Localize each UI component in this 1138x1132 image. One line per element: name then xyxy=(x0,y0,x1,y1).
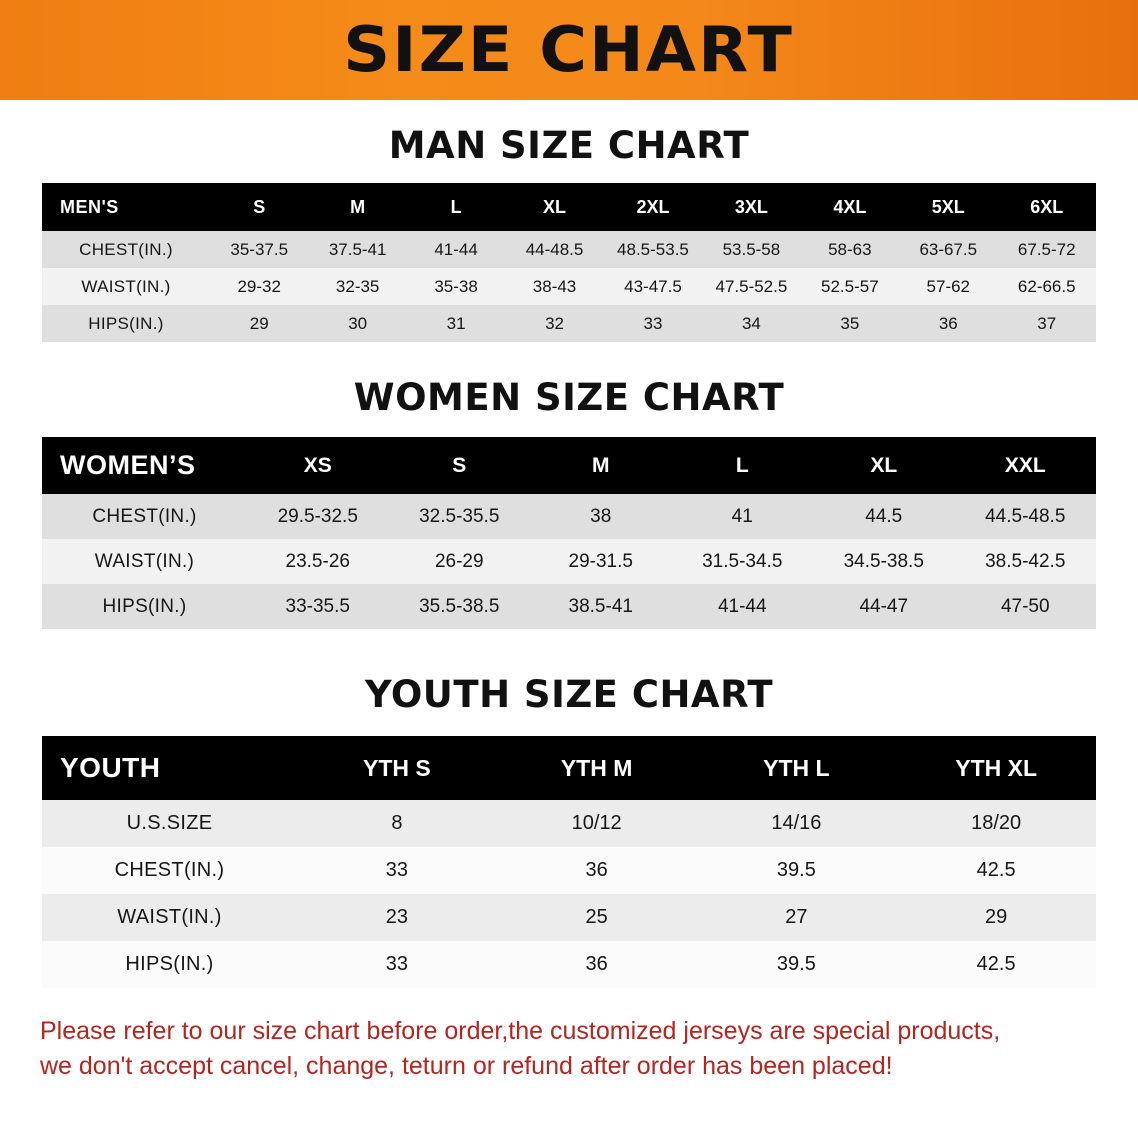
man-cell: 63-67.5 xyxy=(919,239,978,259)
youth-size-table xyxy=(42,736,1096,988)
youth-cell: 14/16 xyxy=(771,812,822,834)
women-table-body xyxy=(42,494,1096,629)
man-cell: 58-63 xyxy=(828,239,872,259)
man-cell: 43-47.5 xyxy=(624,276,682,296)
youth-header-row xyxy=(42,736,1096,800)
women-table-wrap xyxy=(42,437,1096,629)
women-row-label: WAIST(IN.) xyxy=(94,550,195,572)
policy-note-line-1: Please refer to our size chart before order,the customized jerseys are special products, xyxy=(40,1017,1001,1045)
man-cell: 35 xyxy=(840,313,860,333)
table-row xyxy=(42,231,1096,268)
women-col-header: M xyxy=(592,453,610,477)
youth-cell: 33 xyxy=(385,953,408,975)
youth-cell: 8 xyxy=(391,812,403,834)
women-cell: 38 xyxy=(590,505,612,527)
man-col-header: L xyxy=(450,196,462,217)
youth-cell: 25 xyxy=(585,906,608,928)
youth-col-header: YTH M xyxy=(560,754,633,781)
women-cell: 44-47 xyxy=(859,595,909,617)
table-row xyxy=(42,305,1096,342)
man-cell: 53.5-58 xyxy=(722,239,781,259)
man-cell: 33 xyxy=(643,313,663,333)
man-cell: 34 xyxy=(741,313,761,333)
youth-row-label: U.S.SIZE xyxy=(126,812,213,834)
youth-cell: 33 xyxy=(385,859,408,881)
man-corner-label: MEN'S xyxy=(60,196,119,217)
women-col-header: S xyxy=(452,453,467,477)
women-cell: 41-44 xyxy=(717,595,767,617)
man-section-heading: MAN SIZE CHART xyxy=(388,124,750,167)
man-cell: 47.5-52.5 xyxy=(715,276,788,296)
man-cell: 57-62 xyxy=(926,276,971,296)
youth-col-header: YTH XL xyxy=(955,754,1038,781)
man-col-header: 4XL xyxy=(833,196,867,217)
man-cell: 32 xyxy=(545,313,564,333)
table-row xyxy=(42,847,1096,894)
youth-corner-label: YOUTH xyxy=(60,752,161,783)
youth-cell: 29 xyxy=(985,906,1008,928)
women-row-label: HIPS(IN.) xyxy=(102,595,187,617)
women-col-header: XL xyxy=(870,453,898,477)
table-row xyxy=(42,800,1096,847)
women-cell: 41 xyxy=(731,505,753,527)
banner-title: SIZE CHART xyxy=(343,13,795,86)
man-cell: 37 xyxy=(1037,313,1057,333)
banner xyxy=(0,0,1138,100)
youth-cell: 18/20 xyxy=(971,812,1022,834)
women-cell: 35.5-38.5 xyxy=(419,595,500,617)
youth-cell: 39.5 xyxy=(776,953,816,975)
man-col-header: 3XL xyxy=(734,196,768,217)
man-cell: 48.5-53.5 xyxy=(617,239,689,259)
women-cell: 44.5 xyxy=(865,505,903,527)
man-cell: 31 xyxy=(446,313,466,333)
man-cell: 37.5-41 xyxy=(328,239,387,259)
man-cell: 52.5-57 xyxy=(821,276,879,296)
youth-cell: 36 xyxy=(585,953,608,975)
youth-row-label: WAIST(IN.) xyxy=(117,906,222,928)
man-table-head xyxy=(42,183,1096,231)
man-col-header: 6XL xyxy=(1030,196,1064,217)
man-col-header: 5XL xyxy=(931,196,965,217)
youth-col-header: YTH S xyxy=(363,754,431,781)
man-table-wrap xyxy=(42,183,1096,342)
women-row-label: CHEST(IN.) xyxy=(92,505,197,527)
youth-cell: 36 xyxy=(585,859,608,881)
youth-table-wrap xyxy=(42,736,1096,988)
women-cell: 34.5-38.5 xyxy=(843,550,924,572)
women-cell: 29.5-32.5 xyxy=(277,505,358,527)
policy-note xyxy=(40,1014,1098,1083)
man-col-header: XL xyxy=(543,196,567,217)
women-header-row xyxy=(42,437,1096,494)
women-cell: 33-35.5 xyxy=(285,595,350,617)
youth-table-head xyxy=(42,736,1096,800)
women-col-header: XXL xyxy=(1004,453,1046,477)
youth-col-header: YTH L xyxy=(763,754,830,781)
women-cell: 38.5-42.5 xyxy=(985,550,1066,572)
youth-row-label: CHEST(IN.) xyxy=(114,859,225,881)
man-cell: 44-48.5 xyxy=(525,239,584,259)
man-col-header: 2XL xyxy=(636,196,670,217)
women-cell: 47-50 xyxy=(1000,595,1050,617)
man-row-label: CHEST(IN.) xyxy=(79,239,173,259)
man-col-header: M xyxy=(350,196,366,217)
youth-cell: 27 xyxy=(785,906,808,928)
youth-cell: 39.5 xyxy=(776,859,816,881)
man-cell: 67.5-72 xyxy=(1017,239,1076,259)
man-cell: 62-66.5 xyxy=(1017,276,1076,296)
man-header-row xyxy=(42,183,1096,231)
table-row xyxy=(42,539,1096,584)
man-col-header: S xyxy=(253,196,266,217)
man-cell: 35-38 xyxy=(434,276,478,296)
women-section-heading: WOMEN SIZE CHART xyxy=(353,376,785,419)
policy-note-line-2: we don't accept cancel, change, teturn or refund after order has been placed! xyxy=(40,1051,893,1080)
youth-row-label: HIPS(IN.) xyxy=(125,953,214,975)
youth-cell: 42.5 xyxy=(976,953,1016,975)
man-size-table xyxy=(42,183,1096,342)
man-cell: 29 xyxy=(249,313,269,333)
women-cell: 23.5-26 xyxy=(285,550,350,572)
table-row xyxy=(42,941,1096,988)
man-table-body xyxy=(42,231,1096,342)
women-col-header: L xyxy=(735,453,749,477)
women-col-header: XS xyxy=(303,453,332,477)
youth-table-body xyxy=(42,800,1096,988)
youth-cell: 23 xyxy=(385,906,408,928)
women-cell: 32.5-35.5 xyxy=(419,505,500,527)
man-cell: 35-37.5 xyxy=(230,239,289,259)
man-row-label: HIPS(IN.) xyxy=(88,313,164,333)
man-row-label: WAIST(IN.) xyxy=(81,276,171,296)
women-table-head xyxy=(42,437,1096,494)
women-cell: 31.5-34.5 xyxy=(702,550,783,572)
man-cell: 32-35 xyxy=(335,276,380,296)
women-cell: 38.5-41 xyxy=(568,595,633,617)
man-cell: 30 xyxy=(348,313,368,333)
women-cell: 29-31.5 xyxy=(568,550,633,572)
man-cell: 36 xyxy=(938,313,958,333)
man-cell: 38-43 xyxy=(532,276,577,296)
women-cell: 44.5-48.5 xyxy=(985,505,1066,527)
man-cell: 41-44 xyxy=(434,239,478,259)
man-cell: 29-32 xyxy=(237,276,281,296)
youth-cell: 42.5 xyxy=(976,859,1016,881)
youth-section-heading: YOUTH SIZE CHART xyxy=(364,673,774,716)
table-row xyxy=(42,494,1096,539)
women-cell: 26-29 xyxy=(434,550,484,572)
table-row xyxy=(42,268,1096,305)
table-row xyxy=(42,584,1096,629)
women-corner-label: WOMEN’S xyxy=(60,450,196,480)
table-row xyxy=(42,894,1096,941)
women-size-table xyxy=(42,437,1096,629)
youth-cell: 10/12 xyxy=(571,812,622,834)
